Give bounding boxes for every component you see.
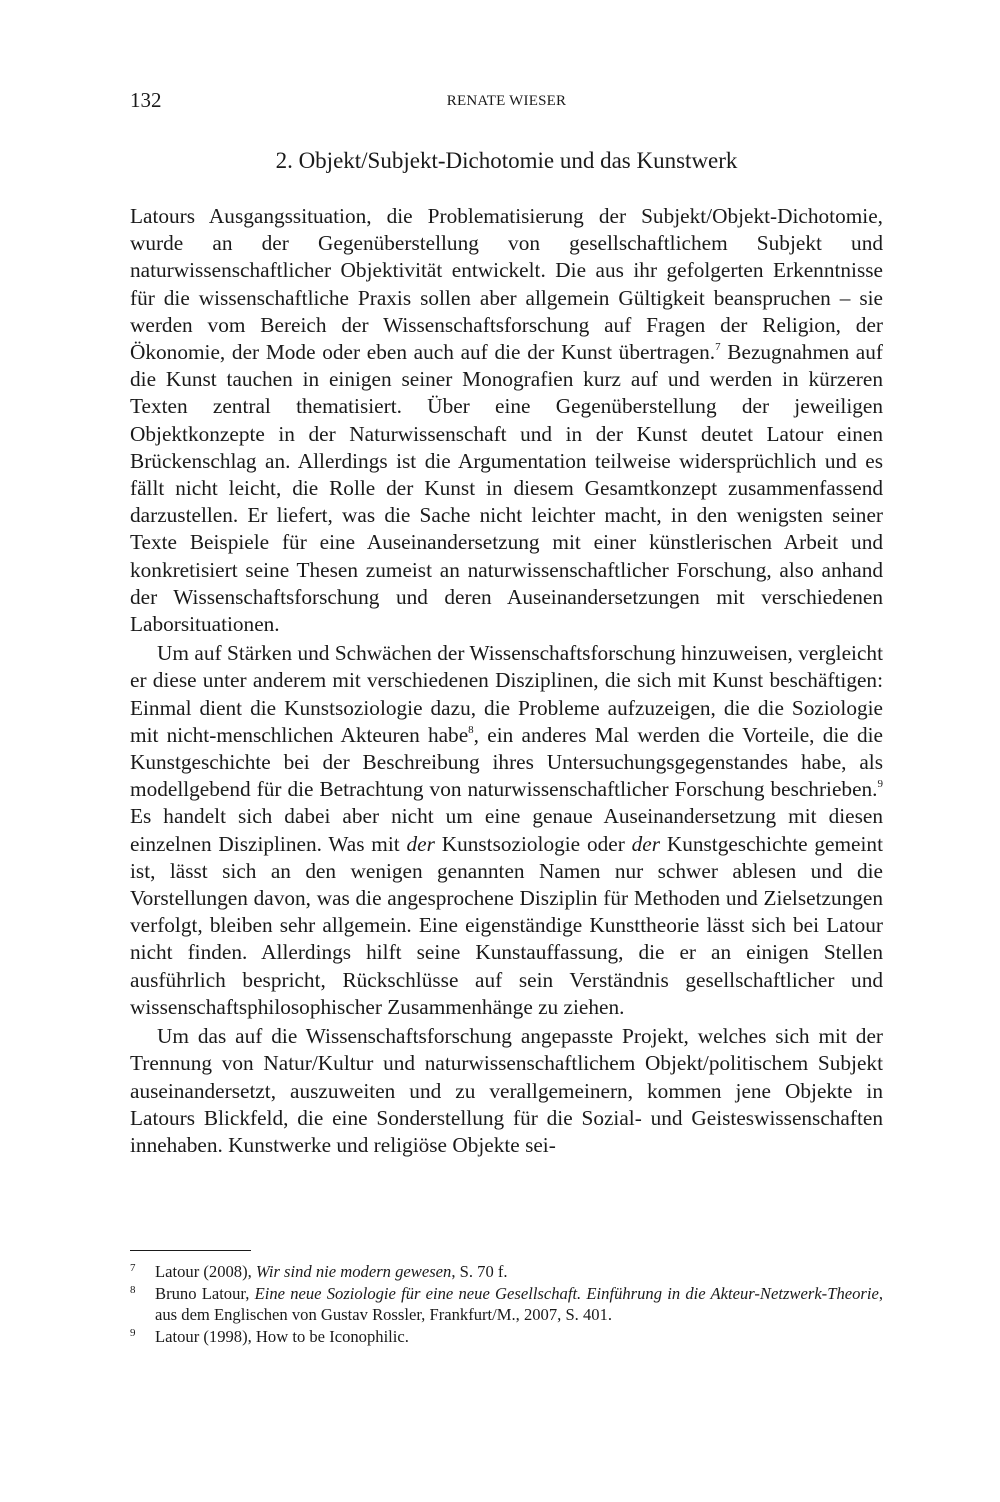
footnote-8 bbox=[130, 1283, 883, 1326]
footnote-title: Eine neue Soziologie für eine neue Gesellschaft. Einführung in die Akteur-Netzwerk-Theorie bbox=[254, 1283, 879, 1303]
footnote-text: Latour (2008), bbox=[155, 1262, 256, 1281]
footnote-number: 8 bbox=[130, 1283, 136, 1296]
footnote-text-end: , S. 70 f. bbox=[451, 1262, 508, 1281]
footnote-title: Wir sind nie modern gewesen bbox=[255, 1262, 452, 1281]
footnote-text: Latour (1998), How to be Iconophilic. bbox=[155, 1326, 409, 1346]
paragraph-1 bbox=[130, 203, 883, 638]
running-header bbox=[130, 88, 883, 118]
paragraph-1-text-b: Bezugnahmen auf die Kunst tauchen in einigen seiner Monografien kurz auf und werden in kürzeren Texten zentral thematisiert. Über eine Gegenüberstellung der jeweiligen Objektkonzepte in der Naturwissenschaft und in der Kunst deutet Latour einen Brückenschlag an. Allerdings ist die Argumentation teilweise widersprüchlich und es fällt nicht leicht, die Rolle der Kunst in diesem Gesamtkonzept zusammenfassend darzustellen. Er liefert, was die Sache nicht leichter macht, in den wenigsten seiner Texte Beispiele für eine Auseinandersetzung mit einer künstlerischen Arbeit und konkretisiert seine Thesen zumeist an naturwissenschaftlicher Forschung, also anhand der Wissenschaftsforschung und deren Auseinandersetzungen mit verschiedenen Laborsituationen. bbox=[130, 340, 884, 637]
paragraph-2-text-e: Kunstgeschichte gemeint ist, lässt sich an den wenigen genannten Namen nur schwer ablesen und die Vorstellungen davon, was die angesprochene Disziplin für Methoden und Zielsetzungen verfolgt, bleiben sehr allgemein. Eine eigenständige Kunsttheorie lässt sich bei Latour nicht finden. Allerdings hilft seine Kunstauffassung, die er an einigen Stellen ausführlich bespricht, Rückschlüsse auf sein Verständnis gesellschaftlicher und wissenschaftsphilosophischer Zusammenhänge zu ziehen. bbox=[130, 831, 883, 1019]
footnote-ref-9[interactable]: 9 bbox=[877, 778, 883, 791]
footnote-ref-8[interactable]: 8 bbox=[468, 723, 474, 736]
paragraph-1-text-a: Latours Ausgangssituation, die Problematisierung der Subjekt/Objekt-Dichotomie, wurde an der Gegenüberstellung von gesellschaftlichem Subjekt und naturwissenschaftlicher Objektivität entwickelt. Die aus ihr gefolgerten Erkenntnisse für die wissenschaftliche Praxis sollen aber allgemein Gültigkeit beanspruchen – sie werden vom Bereich der Wissenschaftsforschung auf Fragen der Religion, der Ökonomie, der Mode oder eben auch auf die der Kunst übertragen. bbox=[130, 204, 883, 365]
footnote-text-end: , aus dem Englischen von Gustav Rossler, Frankfurt/M., 2007, S. 401. bbox=[155, 1283, 883, 1324]
page-number: 132 bbox=[130, 88, 162, 112]
paragraph-2-text-c: Es handelt sich dabei aber nicht um eine genaue Auseinandersetzung mit diesen einzelnen Disziplinen. Was mit bbox=[130, 804, 883, 856]
footnote-number: 9 bbox=[130, 1326, 136, 1339]
paragraph-3 bbox=[130, 1023, 883, 1159]
emphasis-der-2: der bbox=[631, 831, 660, 856]
footnotes bbox=[130, 1261, 883, 1347]
paragraph-3-text: Um das auf die Wissenschaftsforschung angepasste Projekt, welches sich mit der Trennung von Natur/Kultur und naturwissenschaftlichem Objekt/politischem Subjekt auseinandersetzt, auszuweiten und zu verallgemeinern, kommen jene Objekte in Latours Blickfeld, die eine Sonderstellung für die Sozial- und Geisteswissenschaften innehaben. Kunstwerke und religiöse Objekte sei- bbox=[130, 1024, 883, 1157]
emphasis-der-1: der bbox=[406, 831, 435, 856]
footnote-separator bbox=[130, 1250, 251, 1251]
footnote-number: 7 bbox=[130, 1262, 136, 1274]
paragraph-2 bbox=[130, 640, 883, 1021]
paragraph-2-text-d: Kunstsoziologie oder bbox=[434, 831, 632, 856]
paragraph-2-text-b: , ein anderes Mal werden die Vorteile, die die Kunstgeschichte bei der Beschreibung ihres Untersuchungsgegenstandes habe, als modellgebend für die Betrachtung von naturwissenschaftlicher Forschung beschrieben. bbox=[130, 722, 883, 802]
body-text bbox=[130, 203, 883, 1159]
running-title: RENATE WIESER bbox=[446, 93, 567, 109]
footnote-7 bbox=[130, 1261, 883, 1283]
footnote-ref-7[interactable]: 7 bbox=[715, 341, 721, 354]
footnote-9 bbox=[130, 1326, 883, 1348]
footnote-text: Bruno Latour, bbox=[155, 1283, 255, 1303]
section-heading: 2. Objekt/Subjekt-Dichotomie und das Kunstwerk bbox=[275, 148, 738, 173]
paragraph-2-text-a: Um auf Stärken und Schwächen der Wissenschaftsforschung hinzuweisen, vergleicht er diese unter anderem mit verschiedenen Disziplinen, die sich mit Kunst beschäftigen: Einmal dient die Kunstsoziologie dazu, die Probleme aufzuzeigen, die die Soziologie mit nicht-menschlichen Akteuren habe bbox=[130, 641, 883, 747]
